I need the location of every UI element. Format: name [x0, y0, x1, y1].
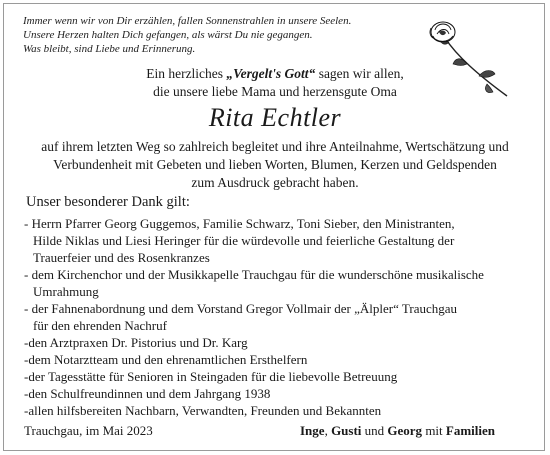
signatory-name: Inge — [300, 423, 325, 438]
list-item: -den Arztpraxen Dr. Pistorius und Dr. Karg — [24, 335, 248, 350]
body-text — [0, 138, 550, 192]
signatory-name: Gusti — [331, 423, 362, 438]
list-item: -allen hilfsbereiten Nachbarn, Verwandten, Freunden und Bekannten — [24, 403, 382, 418]
list-item: - dem Kirchenchor und der Musikkapelle Trauchgau für die wunderschöne musikalische — [24, 267, 484, 282]
list-item: Trauerfeier und des Rosenkranzes — [33, 250, 210, 265]
list-item: - der Fahnenabordnung und dem Vorstand Gregor Vollmair der „Älpler“ Trauchgau — [24, 301, 458, 316]
list-item: für den ehrenden Nachruf — [33, 318, 167, 333]
special-thanks-heading: Unser besonderer Dank gilt: — [26, 194, 190, 210]
body-line: auf ihrem letzten Weg so zahlreich begleitet und ihre Anteilnahme, Wertschätzung und — [41, 139, 509, 154]
list-item: Umrahmung — [33, 284, 99, 299]
poem-line: Immer wenn wir von Dir erzählen, fallen Sonnenstrahlen in unsere Seelen. — [23, 15, 352, 27]
thanks-intro — [0, 65, 550, 101]
list-item: -der Tagesstätte für Senioren in Steingaden für die liebevolle Betreuung — [24, 369, 398, 384]
deceased-name: Rita Echtler — [208, 103, 342, 132]
signatory-families: Familien — [445, 423, 496, 438]
thanks-quote: „Vergelt's Gott“ — [226, 66, 316, 81]
list-item: - Herrn Pfarrer Georg Guggemos, Familie Schwarz, Toni Sieber, den Ministranten, — [24, 216, 455, 231]
list-item: -dem Notarztteam und den ehrenamtlichen Ersthelfern — [24, 352, 308, 367]
thanks-line2: die unsere liebe Mama und herzensgute Oma — [153, 84, 397, 99]
signatories — [300, 422, 495, 439]
body-line: zum Ausdruck gebracht haben. — [191, 175, 359, 190]
thanks-prefix: Ein herzliches — [146, 66, 227, 81]
special-thanks-list — [24, 215, 484, 419]
memorial-poem — [23, 14, 351, 56]
list-item: -den Schulfreundinnen und dem Jahrgang 1938 — [24, 386, 271, 401]
list-item: Hilde Niklas und Liesi Heringer für die würdevolle und feierliche Gestaltung der — [33, 233, 455, 248]
separator: mit — [422, 423, 446, 438]
separator: und — [361, 423, 388, 438]
separator: , — [324, 423, 332, 438]
place-date: Trauchgau, im Mai 2023 — [24, 423, 153, 438]
signatory-name: Georg — [387, 423, 423, 438]
poem-line: Was bleibt, sind Liebe und Erinnerung. — [23, 43, 196, 55]
poem-line: Unsere Herzen halten Dich gefangen, als wärst Du nie gegangen. — [23, 29, 313, 41]
body-line: Verbundenheit mit Gebeten und lieben Worten, Blumen, Kerzen und Geldspenden — [53, 157, 497, 172]
thanks-suffix: sagen wir allen, — [315, 66, 404, 81]
